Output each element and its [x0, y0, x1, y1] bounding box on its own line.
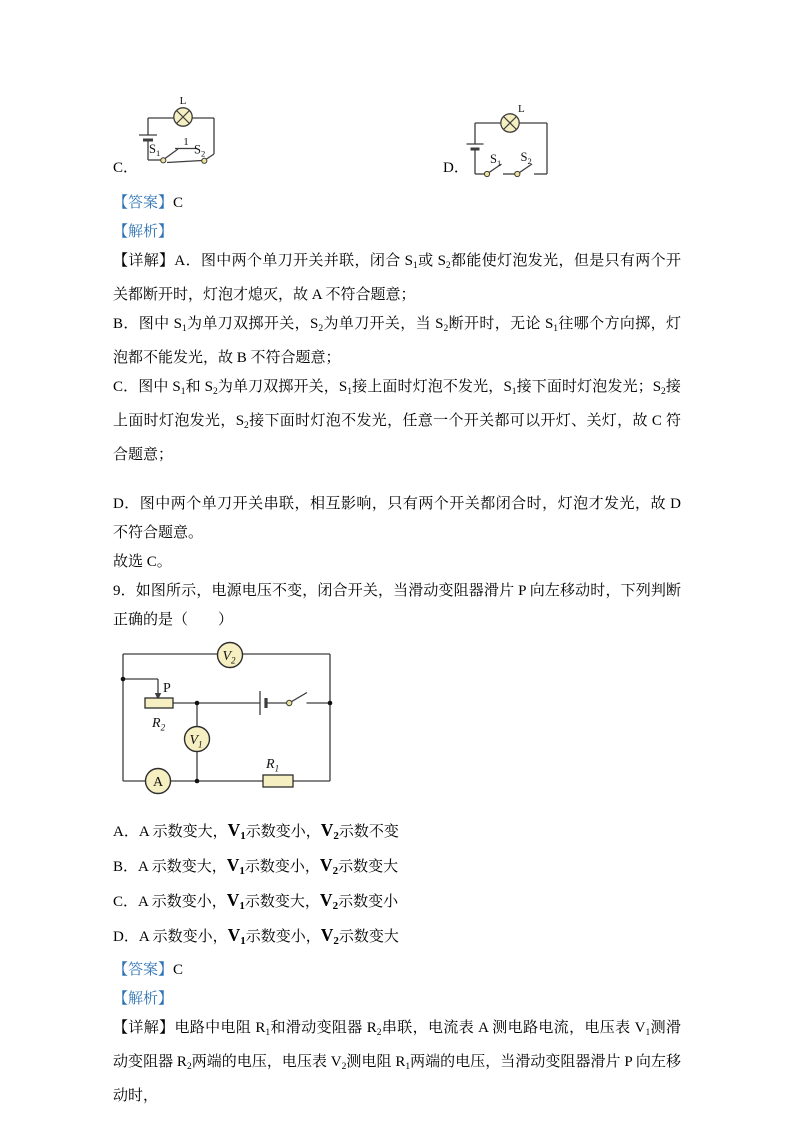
q8-circuit-c-diagram — [118, 91, 230, 186]
q9-option-d — [113, 921, 681, 956]
resistor-r1-icon — [263, 775, 293, 787]
q9-option-c-text: C．A 示数变小，$V_1$示数变大，$V_2$示数变小 — [113, 890, 399, 912]
q9-circuit-figure — [113, 641, 681, 812]
page-content — [113, 93, 681, 1111]
q9-option-a-text: A．A 示数变大，$V_1$示数变小，$V_2$示数不变 — [113, 820, 399, 842]
q9-option-d-text: D．A 示数变小，$V_1$示数变小，$V_2$示数变大 — [113, 925, 399, 947]
voltmeter-v1-label: $V_1$ — [189, 733, 203, 750]
q9-option-a — [113, 816, 681, 851]
answer-label: 【答案】 — [113, 962, 174, 978]
q8-circuit-d-diagram — [455, 98, 560, 183]
ammeter-icon — [146, 769, 171, 794]
q9-answer-line — [113, 956, 681, 985]
switch-s1-label: $S_1$ — [490, 152, 502, 168]
answer-value: C — [173, 195, 184, 211]
q8-detail-paragraph-d: D．图中两个单刀开关串联，相互影响，只有两个开关都闭合时，灯泡才发光，故 D 不符合题意。 — [113, 496, 681, 541]
voltmeter-v2-icon — [218, 643, 243, 668]
lamp-label: L — [518, 103, 525, 115]
answer-label: 【答案】 — [113, 195, 174, 211]
switch-s2-contact-icon — [515, 171, 520, 176]
lamp-label: L — [179, 95, 187, 107]
q9-option-b — [113, 851, 681, 886]
throw-contact-label: 1 — [183, 136, 189, 148]
switch-s1-label: $S_1$ — [149, 142, 161, 158]
rheostat-r2-label: $R_2$ — [152, 716, 166, 733]
slider-p-label: P — [163, 681, 171, 696]
switch-s2-label: $S_2$ — [194, 142, 206, 159]
voltmeter-v2-label: $V_2$ — [222, 649, 236, 666]
answer-value: C — [173, 962, 184, 978]
q8-option-d-label: D． — [443, 160, 469, 176]
q8-answer-line — [113, 189, 681, 218]
analysis-label: 【解析】 — [113, 224, 174, 240]
analysis-label: 【解析】 — [113, 991, 174, 1007]
switch-s2-label: $S_2$ — [520, 150, 532, 166]
q8-detail-paragraph-a: 【详解】A．图中两个单刀开关并联，闭合 $S_1$或 $S_2$都能使灯泡发光，但是只有两个开关都断开时，灯泡才熄灭，故 A 不符合题意； — [113, 253, 681, 303]
q8-analysis-line — [113, 218, 681, 247]
switch-s2-contact-icon — [202, 158, 207, 163]
switch-icon — [287, 700, 292, 705]
ammeter-label: A — [152, 775, 164, 790]
lamp-icon — [501, 114, 519, 132]
rheostat-r2-icon — [145, 698, 173, 708]
q9-question-text: 9．如图所示，电源电压不变，闭合开关，当滑动变阻器滑片 P 向左移动时，下列判断正确的是（ ） — [113, 583, 681, 628]
switch-s1-contact-icon — [161, 158, 166, 163]
q9-option-c — [113, 886, 681, 921]
q9-option-b-text: B．A 示数变大，$V_1$示数变小，$V_2$示数变大 — [113, 855, 399, 877]
q8-option-c-label: C． — [113, 160, 139, 176]
resistor-r1-label: $R_1$ — [266, 757, 280, 774]
battery-icon — [467, 144, 484, 149]
q9-analysis-line — [113, 985, 681, 1014]
q8-detail-paragraph-c: C．图中 $S_1$和 $S_2$为单刀双掷开关，$S_1$接上面时灯泡不发光，$S_1$接下面时灯泡发光；$S_2$接上面时灯泡发光，$S_2$接下面时灯泡不发光，任意一个开关都可以开灯、关灯，故 C 符合题意； — [113, 379, 681, 463]
q8-detail-paragraph-b: B．图中 $S_1$为单刀双掷开关，$S_2$为单刀开关，当 $S_2$断开时，无论 $S_1$往哪个方向掷，灯泡都不能发光，故 B 不符合题意； — [113, 316, 681, 366]
q8-conclusion-line: 故选 C。 — [113, 554, 172, 570]
battery-icon — [260, 691, 266, 715]
switch-s1-contact-icon — [484, 171, 489, 176]
voltmeter-v1-icon — [185, 727, 210, 752]
q9-circuit-diagram — [113, 641, 343, 801]
q9-detail-paragraph: 【详解】电路中电阻 $R_1$和滑动变阻器 $R_2$串联，电流表 A 测电路电流，电压表 $V_1$测滑动变阻器 $R_2$两端的电压，电压表 $V_2$测电阻 $R_1$两端的电压，当滑动变阻器滑片 P 向左移动时， — [113, 1020, 681, 1104]
lamp-icon — [174, 108, 192, 126]
q8-option-circuits-row — [113, 93, 681, 185]
battery-icon — [139, 135, 157, 140]
